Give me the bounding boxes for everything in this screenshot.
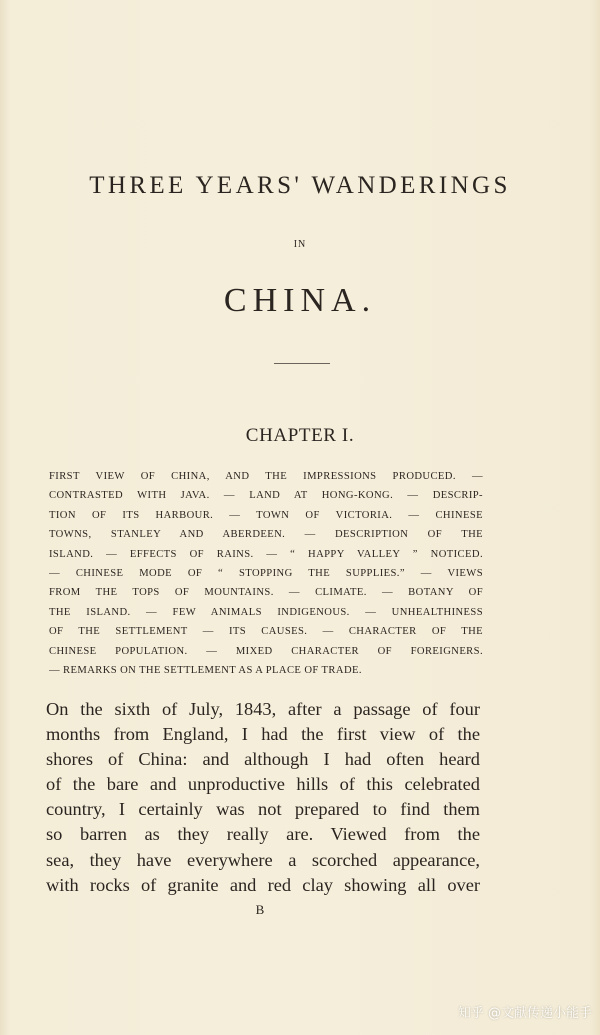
summary-line: THE ISLAND. — FEW ANIMALS INDIGENOUS. — UNHEALTHINESS xyxy=(49,606,483,618)
summary-line: — REMARKS ON THE SETTLEMENT AS A PLACE OF TRADE. xyxy=(49,664,362,676)
watermark: 知乎 @文献传递小能手 xyxy=(457,1006,592,1021)
body-line: country, I certainly was not prepared to find them xyxy=(46,799,480,820)
title-divider xyxy=(274,363,330,364)
signature-mark: B xyxy=(255,902,265,917)
chapter-summary xyxy=(49,467,483,680)
body-line: On the sixth of July, 1843, after a passage of four xyxy=(46,699,480,719)
summary-line: — CHINESE MODE OF “ STOPPING THE SUPPLIES.” — VIEWS xyxy=(49,567,483,579)
summary-line: CHINESE POPULATION. — MIXED CHARACTER OF FOREIGNERS. xyxy=(49,645,483,657)
summary-line: FIRST VIEW OF CHINA, AND THE IMPRESSIONS PRODUCED. — xyxy=(49,471,483,482)
body-line: so barren as they really are. Viewed from the xyxy=(46,824,480,845)
summary-line: ISLAND. — EFFECTS OF RAINS. — “ HAPPY VALLEY ” NOTICED. xyxy=(49,548,483,560)
summary-line: OF THE SETTLEMENT — ITS CAUSES. — CHARACTER OF THE xyxy=(49,626,483,638)
title-place: CHINA. xyxy=(223,282,377,319)
summary-line: TION OF ITS HARBOUR. — TOWN OF VICTORIA. — CHINESE xyxy=(49,509,483,521)
summary-line: TOWNS, STANLEY AND ABERDEEN. — DESCRIPTION OF THE xyxy=(49,529,483,541)
body-line: of the bare and unproductive hills of this celebrated xyxy=(46,774,480,795)
summary-line: CONTRASTED WITH JAVA. — LAND AT HONG-KONG. — DESCRIP- xyxy=(49,490,483,502)
body-line: months from England, I had the first view of the xyxy=(46,724,480,745)
title-connector: IN xyxy=(293,239,307,250)
body-line: sea, they have everywhere a scorched appearance, xyxy=(46,849,480,870)
body-line: shores of China: and although I had often heard xyxy=(46,749,480,770)
book-title: THREE YEARS' WANDERINGS xyxy=(89,172,511,199)
chapter-heading: CHAPTER I. xyxy=(245,425,355,446)
summary-line: FROM THE TOPS OF MOUNTAINS. — CLIMATE. — BOTANY OF xyxy=(49,587,483,599)
body-line: with rocks of granite and red clay showing all over xyxy=(46,874,480,895)
body-paragraph xyxy=(46,697,480,898)
